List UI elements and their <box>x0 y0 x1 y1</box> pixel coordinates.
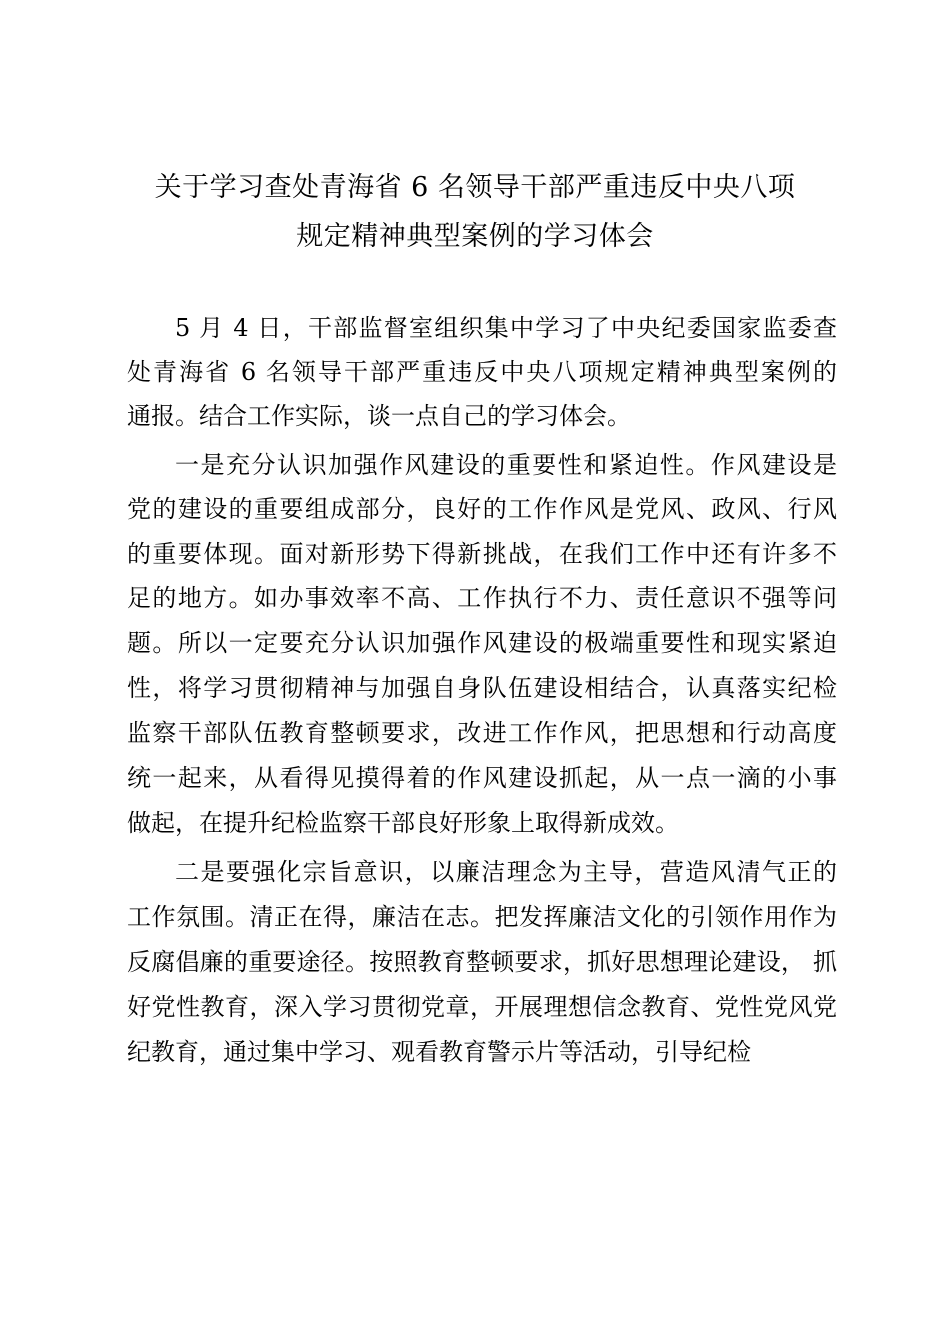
paragraph-line: 题。所以一定要充分认识加强作风建设的极端重要性和现实紧迫 <box>127 629 837 657</box>
paragraph-line: 通报。结合工作实际，谈一点自己的学习体会。 <box>127 402 631 430</box>
paragraph-line: 党的建设的重要组成部分，良好的工作作风是党风、政风、行风 <box>127 495 837 523</box>
paragraph-line: 一是充分认识加强作风建设的重要性和紧迫性。作风建设是 <box>175 451 837 479</box>
paragraph-line: 好党性教育，深入学习贯彻党章，开展理想信念教育、党性党风党 <box>127 993 837 1021</box>
paragraph-line: 统一起来，从看得见摸得着的作风建设抓起，从一点一滴的小事 <box>127 764 837 792</box>
paragraph-line: 做起，在提升纪检监察干部良好形象上取得新成效。 <box>127 809 679 837</box>
paragraph-line: 监察干部队伍教育整顿要求，改进工作作风，把思想和行动高度 <box>127 719 837 747</box>
paragraph-line: 二是要强化宗旨意识，以廉洁理念为主导，营造风清气正的 <box>175 858 837 886</box>
paragraph-line: 的重要体现。面对新形势下得新挑战，在我们工作中还有许多不 <box>127 540 837 568</box>
paragraph-line: 反腐倡廉的重要途径。按照教育整顿要求，抓好思想理论建设， 抓 <box>127 948 837 976</box>
paragraph-line: 5 月 4 日，干部监督室组织集中学习了中央纪委国家监委查 <box>175 314 837 342</box>
paragraph-line: 处青海省 6 名领导干部严重违反中央八项规定精神典型案例的 <box>127 358 837 386</box>
document-title-line-2: 规定精神典型案例的学习体会 <box>296 221 654 252</box>
paragraph-line: 足的地方。如办事效率不高、工作执行不力、责任意识不强等问 <box>127 584 837 612</box>
paragraph-line: 性，将学习贯彻精神与加强自身队伍建设相结合，认真落实纪检 <box>127 674 837 702</box>
paragraph-line: 工作氛围。清正在得，廉洁在志。把发挥廉洁文化的引领作用作为 <box>127 903 837 931</box>
paragraph-line: 纪教育，通过集中学习、观看教育警示片等活动，引导纪检 <box>127 1038 751 1066</box>
document-title-line-1: 关于学习查处青海省 6 名领导干部严重违反中央八项 <box>154 172 796 203</box>
